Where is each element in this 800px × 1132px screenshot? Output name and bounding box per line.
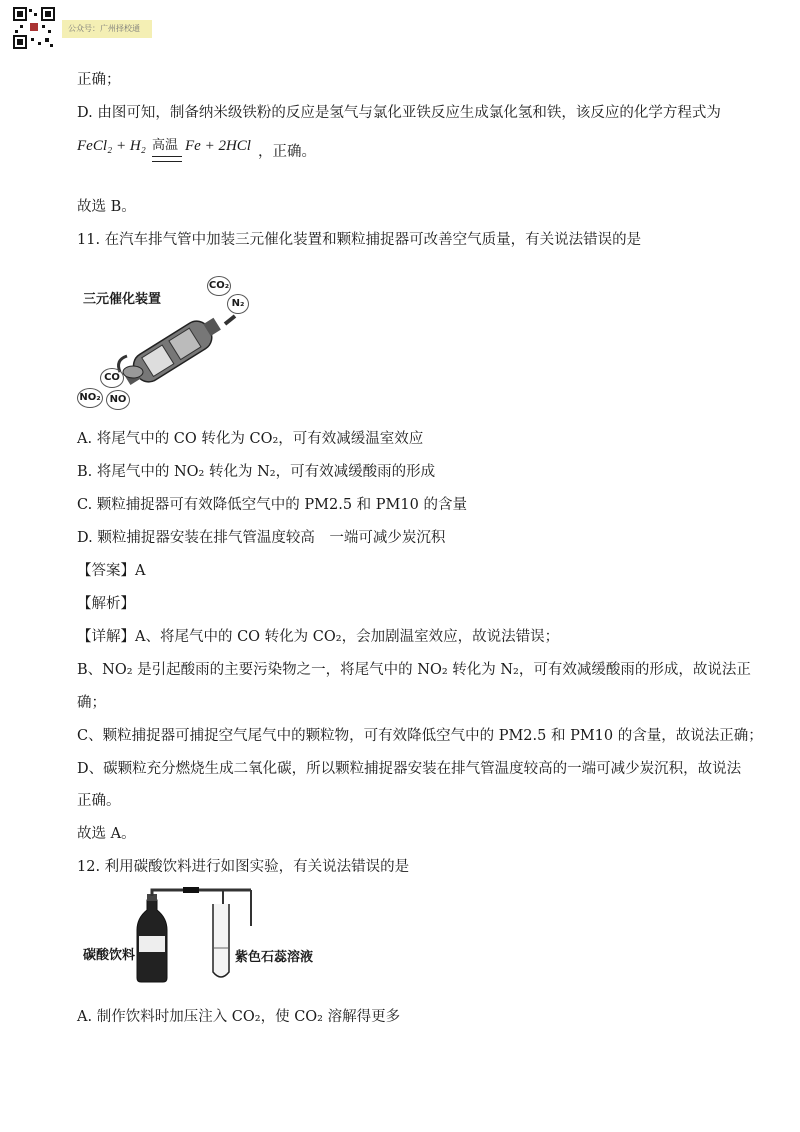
wechat-account-badge: 公众号：广州择校通: [62, 20, 152, 38]
text-line: 故选 A。: [77, 826, 136, 842]
equation-left: FeCl₂ + H₂: [77, 138, 146, 154]
option-a-q12: A. 制作饮料时加压注入 CO₂，使 CO₂ 溶解得更多: [77, 1009, 401, 1025]
text-line: 故选 B。: [77, 199, 136, 215]
detail-line: B、NO₂ 是引起酸雨的主要污染物之一，将尾气中的 NO₂ 转化为 N₂，可有效减缓酸雨的形成，故说法正: [77, 662, 751, 678]
equation-tail: ，正确。: [258, 144, 316, 160]
catalytic-converter-icon: [75, 272, 255, 414]
equals-sign: [152, 156, 182, 162]
option-a: A. 将尾气中的 CO 转化为 CO₂，可有效减缓温室效应: [77, 431, 424, 447]
qr-code-icon: [12, 6, 56, 50]
soda-label: 碳酸饮料: [83, 948, 136, 963]
text-line: D. 由图可知，制备纳米级铁粉的反应是氢气与氯化亚铁反应生成氯化氢和铁，该反应的化学方程式为: [77, 105, 721, 121]
detail-line: 【详解】A、将尾气中的 CO 转化为 CO₂，会加剧温室效应，故说法错误；: [77, 629, 560, 645]
no-bubble: NO: [106, 390, 130, 410]
detail-line: 确；: [77, 695, 106, 711]
litmus-label: 紫色石蕊溶液: [235, 950, 314, 965]
equation-condition: 高温: [152, 138, 179, 153]
catalytic-converter-figure: [75, 272, 255, 414]
option-d: D. 颗粒捕捉器安装在排气管温度较高 一端可减少炭沉积: [77, 530, 446, 546]
co2-bubble: CO₂: [207, 276, 231, 296]
equation-right: Fe + 2HCl: [185, 138, 251, 154]
analysis-heading: 【解析】: [77, 596, 135, 612]
soda-experiment-figure: [75, 886, 335, 986]
detail-line: 正确。: [77, 793, 121, 809]
question-12: 12. 利用碳酸饮料进行如图实验，有关说法错误的是: [77, 859, 410, 875]
option-b: B. 将尾气中的 NO₂ 转化为 N₂，可有效减缓酸雨的形成: [77, 464, 436, 480]
option-c: C. 颗粒捕捉器可有效降低空气中的 PM2.5 和 PM10 的含量: [77, 497, 467, 513]
detail-line: C、颗粒捕捉器可捕捉空气尾气中的颗粒物，可有效降低空气中的 PM2.5 和 PM10 的含量，故说法正确；: [77, 728, 763, 744]
text-line: 正确；: [77, 72, 121, 88]
figure-title: 三元催化装置: [83, 292, 162, 307]
co-bubble: CO: [100, 368, 124, 388]
detail-line: D、碳颗粒充分燃烧生成二氧化碳，所以颗粒捕捉器安装在排气管温度较高的一端可减少炭沉积，故说法: [77, 761, 742, 777]
answer-line: 【答案】A: [77, 563, 146, 579]
question-11: 11. 在汽车排气管中加装三元催化装置和颗粒捕捉器可改善空气质量，有关说法错误的是: [77, 232, 642, 248]
n2-bubble: N₂: [227, 294, 249, 314]
bottle-tube-apparatus-icon: [75, 886, 335, 986]
no2-bubble: NO₂: [77, 388, 103, 408]
